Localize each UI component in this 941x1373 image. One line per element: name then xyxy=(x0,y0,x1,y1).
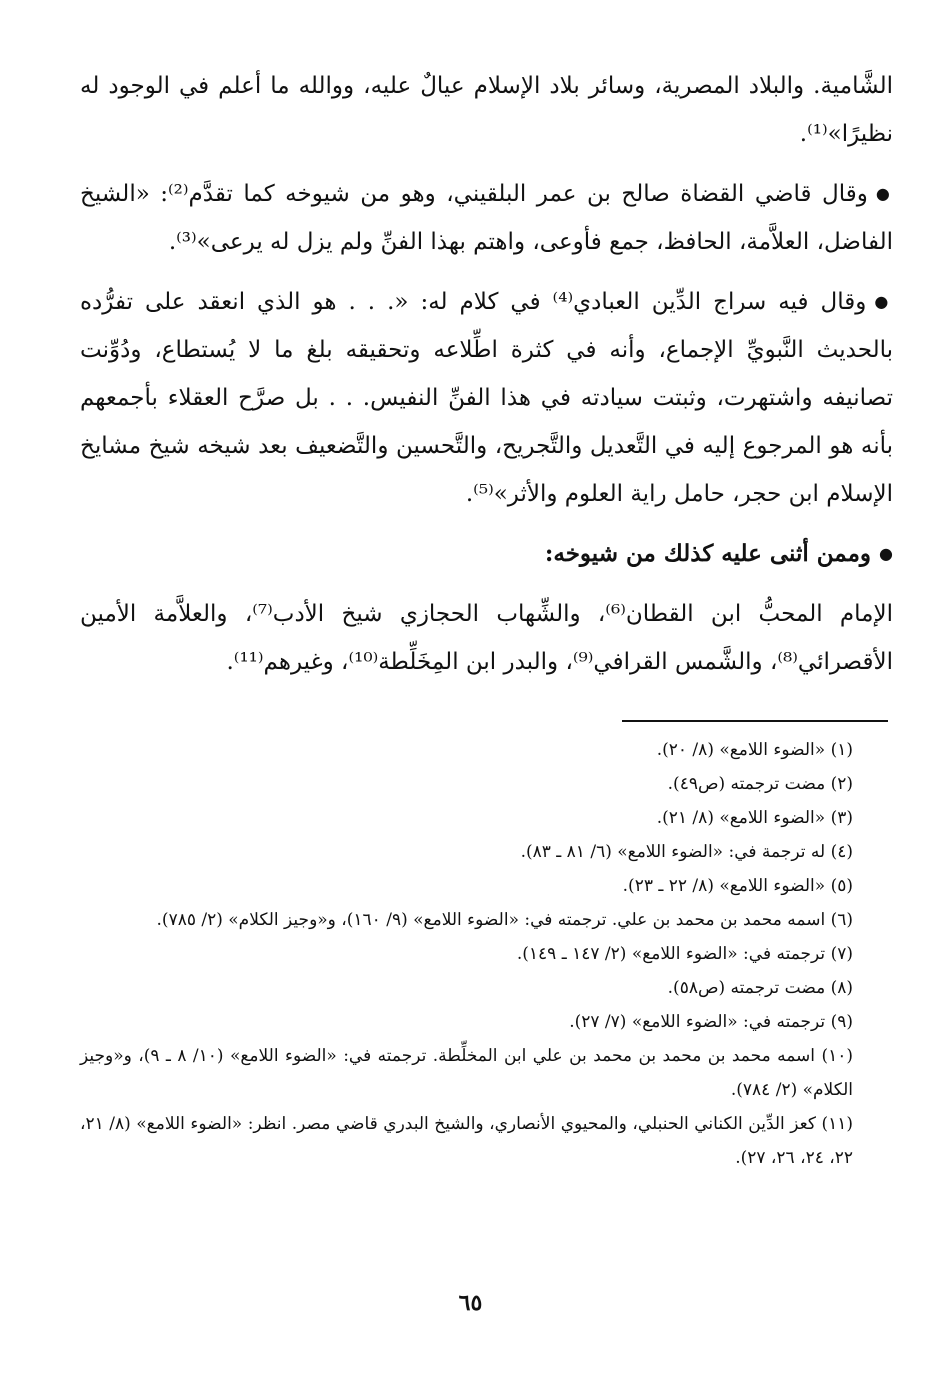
footnote: (١١) كعز الدِّين الكناني الحنبلي، والمحيوي الأنصاري، والشيخ البدري قاضي مصر. انظر: «الضوء اللامع» (٨/ ٢١، ٢٢، ٢٤، ٢٦، ٢٧). xyxy=(80,1114,853,1168)
footnote: (١٠) اسمه محمد بن محمد بن محمد بن علي ابن المخلِّطة. ترجمته في: «الضوء اللامع» (١٠/ ٨ ـ ٩)، و«وجيز الكلام» (٢/ ٧٨٤). xyxy=(80,1046,853,1100)
footnote: (٢) مضت ترجمته (ص٤٩). xyxy=(667,774,853,794)
paragraph-3-text: وقال فيه سراج الدِّين العبادي⁽⁴⁾ في كلام له: «. . . هو الذي انعقد على تفرُّده بالحديث النَّبويِّ الإجماع، وأنه في كثرة اطِّلاعه وتحقيقه بلغ ما لا يُستطاع، ودُوِّنت تصانيفه واشتهرت، وثبتت سيادته في هذا الفنِّ النفيس. . . بل صرَّح العقلاء بأجمعهم بأنه هو المرجوع إليه في التَّعديل والتَّجريح، والتَّحسين والتَّضعيف بعد شيخه شيخ مشايخ الإسلام ابن حجر، حامل راية العلوم والأثر»⁽⁵⁾. xyxy=(80,289,893,507)
paragraph-2-text: وقال قاضي القضاة صالح بن عمر البلقيني، وهو من شيوخه كما تقدَّم⁽²⁾: «الشيخ الفاضل، العلاَّمة، الحافظ، جمع فأوعى، واهتم بهذا الفنِّ ولم يزل له يرعى»⁽³⁾. xyxy=(80,181,893,255)
footnotes xyxy=(80,733,893,1175)
bullet-icon: ● xyxy=(879,544,893,563)
paragraph-3 xyxy=(80,278,893,518)
bullet-icon: ● xyxy=(874,292,893,311)
section-heading xyxy=(80,530,893,578)
page-number: ٦٥ xyxy=(458,1290,483,1316)
paragraph-2 xyxy=(80,170,893,266)
paragraph-1: الشَّامية. والبلاد المصرية، وسائر بلاد الإسلام عيالٌ عليه، ووالله ما أعلم في الوجود له نظيرًا»⁽¹⁾. xyxy=(80,73,893,147)
footnote: (٨) مضت ترجمته (ص٥٨). xyxy=(667,978,853,998)
footnote: (٧) ترجمته في: «الضوء اللامع» (٢/ ١٤٧ ـ ١٤٩). xyxy=(516,944,853,964)
footnote: (٦) اسمه محمد بن محمد بن علي. ترجمته في: «الضوء اللامع» (٩/ ١٦٠)، و«وجيز الكلام» (٢/ ٧٨٥). xyxy=(156,910,853,930)
section-heading-text: وممن أثنى عليه كذلك من شيوخه: xyxy=(544,540,872,567)
footnote: (٩) ترجمته في: «الضوء اللامع» (٧/ ٢٧). xyxy=(569,1012,853,1032)
bullet-icon: ● xyxy=(875,184,893,203)
footnote: (١) «الضوء اللامع» (٨/ ٢٠). xyxy=(656,740,853,760)
paragraph-4: الإمام المحبُّ ابن القطان⁽⁶⁾، والشِّهاب الحجازي شيخ الأدب⁽⁷⁾، والعلاَّمة الأمين الأقصرائي⁽⁸⁾، والشَّمس القرافي⁽⁹⁾، والبدر ابن المِخَلِّطة⁽¹⁰⁾، وغيرهم⁽¹¹⁾. xyxy=(80,601,894,675)
footnote: (٤) له ترجمة في: «الضوء اللامع» (٦/ ٨١ ـ ٨٣). xyxy=(520,842,853,862)
main-text xyxy=(80,62,893,698)
footnote: (٥) «الضوء اللامع» (٨/ ٢٢ ـ ٢٣). xyxy=(622,876,853,896)
footnote: (٣) «الضوء اللامع» (٨/ ٢١). xyxy=(656,808,853,828)
footnote-divider xyxy=(622,720,888,722)
